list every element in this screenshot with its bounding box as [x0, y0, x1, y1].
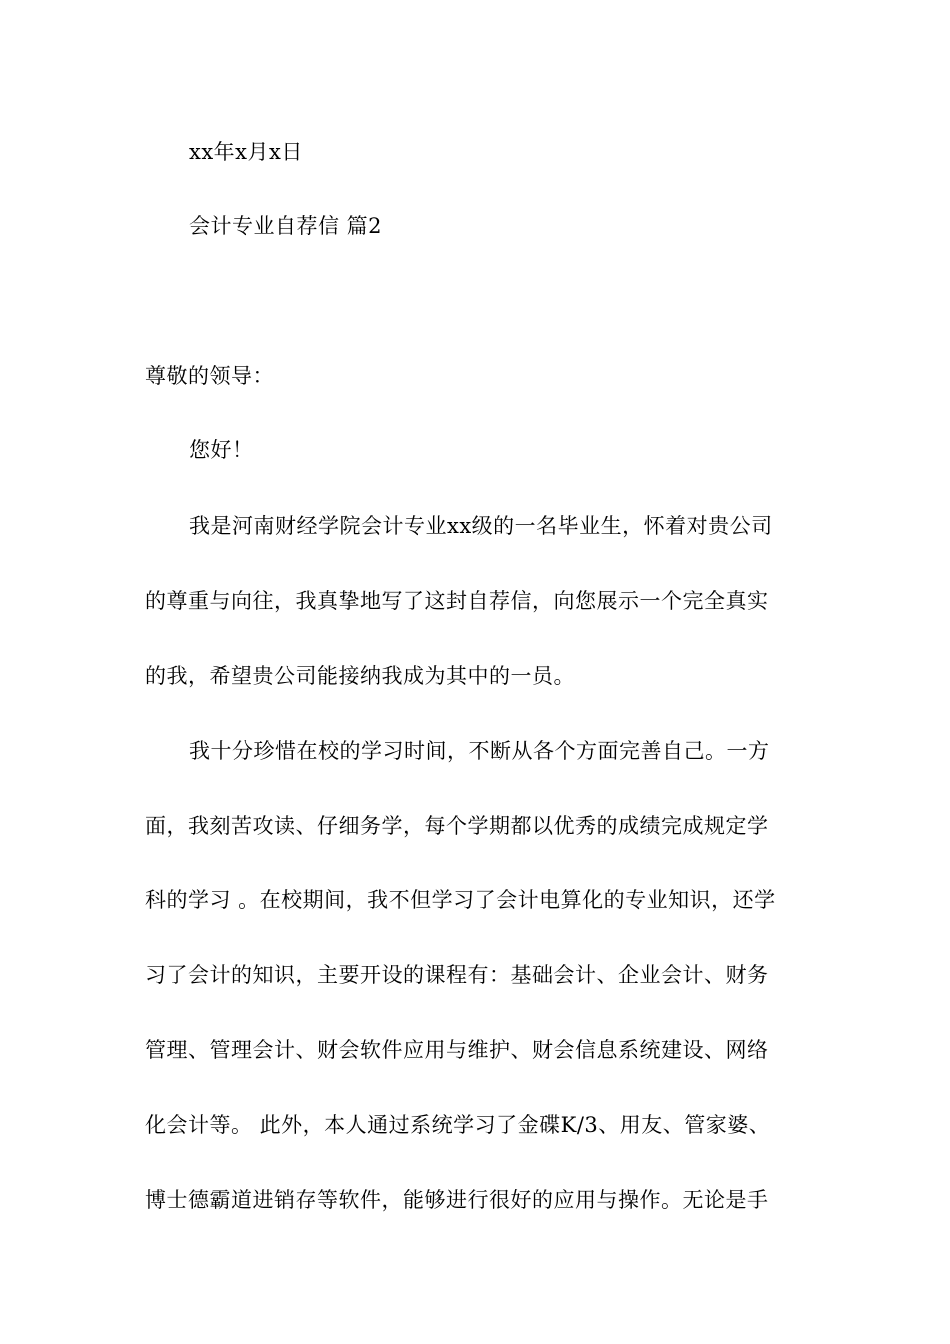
letter-heading: 会计专业自荐信 篇2: [189, 214, 383, 238]
paragraph-line: 博士德霸道进销存等软件，能够进行很好的应用与操作。无论是手: [145, 1188, 769, 1212]
paragraph-line: 管理、管理会计、财会软件应用与维护、财会信息系统建设、网络: [145, 1038, 769, 1062]
paragraph-line: 我是河南财经学院会计专业xx级的一名毕业生，怀着对贵公司: [189, 514, 773, 538]
paragraph-line: 面，我刻苦攻读、仔细务学，每个学期都以优秀的成绩完成规定学: [145, 814, 769, 838]
paragraph-line: 化会计等。 此外，本人通过系统学习了金碟K/3、用友、管家婆、: [145, 1113, 771, 1137]
paragraph-line: 的尊重与向往，我真挚地写了这封自荐信，向您展示一个完全真实: [145, 589, 769, 613]
paragraph-line: 的我，希望贵公司能接纳我成为其中的一员。: [145, 664, 575, 688]
salutation: 尊敬的领导：: [145, 364, 274, 388]
greeting: 您好！: [189, 438, 254, 462]
date-line: xx年x月x日: [189, 140, 303, 164]
paragraph-line: 习了会计的知识，主要开设的课程有：基础会计、企业会计、财务: [145, 963, 769, 987]
paragraph-line: 科的学习 。在校期间，我不但学习了会计电算化的专业知识，还学: [145, 888, 776, 912]
paragraph-line: 我十分珍惜在校的学习时间，不断从各个方面完善自己。一方: [189, 739, 770, 763]
